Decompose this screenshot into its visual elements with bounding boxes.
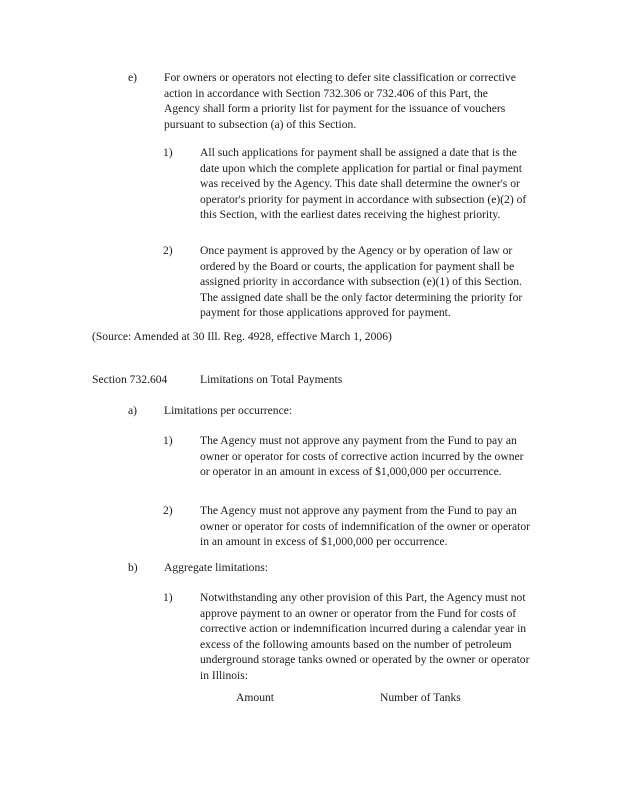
- section-number: Section 732.604: [92, 373, 168, 386]
- section-e-marker: e): [128, 71, 138, 84]
- subsection-a-item-1-text: The Agency must not approve any payment from the Fund to pay an owner or operator for costs of corrective action incurred by the owner or operator in an amount in excess of $1,000,000 per occurrence.: [200, 434, 524, 479]
- subsection-a-marker: a): [128, 404, 138, 417]
- section-e-text: For owners or operators not electing to defer site classification or corrective action in accordance with Section 732.306 or 732.406 of this Part, the Agency shall form a priority list for payment for the issuance of vouchers pursuant to subsection (a) of this Section.: [164, 71, 516, 131]
- section-e-item-1-marker: 1): [163, 146, 173, 159]
- subsection-b-item-1-text: Notwithstanding any other provision of this Part, the Agency must not approve payment to an owner or operator from the Fund for costs of corrective action or indemnification incurred during a calendar year in excess of the following amounts based on the number of petroleum underground storage tanks owned or operated by the owner or operator in Illinois:: [200, 591, 530, 682]
- tanks-column-header: Number of Tanks: [380, 691, 461, 704]
- subsection-a-item-1-marker: 1): [163, 434, 173, 447]
- section-e-item-2-marker: 2): [163, 244, 173, 257]
- section-e-item-2-text: Once payment is approved by the Agency or by operation of law or ordered by the Board or courts, the application for payment shall be assigned priority in accordance with subsection (e)(1) of this Section. The assigned date shall be the only factor determining the priority for payment for those applications approved for payment.: [200, 244, 523, 320]
- source-note: (Source: Amended at 30 Ill. Reg. 4928, effective March 1, 2006): [92, 330, 392, 343]
- subsection-a-item-2-marker: 2): [163, 504, 173, 517]
- subsection-b-item-1-marker: 1): [163, 591, 173, 604]
- subsection-a-item-2-text: The Agency must not approve any payment from the Fund to pay an owner or operator for costs of indemnification of the owner or operator in an amount in excess of $1,000,000 per occurrence.: [200, 504, 530, 549]
- subsection-b-heading: Aggregate limitations:: [164, 561, 268, 574]
- section-e-item-1-text: All such applications for payment shall be assigned a date that is the date upon which the complete application for partial or final payment was received by the Agency. This date shall determine the owner's or operator's priority for payment in accordance with subsection (e)(2) of this Section, with the earliest dates receiving the highest priority.: [200, 146, 527, 222]
- amount-column-header: Amount: [236, 691, 275, 704]
- subsection-a-heading: Limitations per occurrence:: [164, 404, 293, 417]
- section-title: Limitations on Total Payments: [200, 373, 343, 386]
- subsection-b-marker: b): [128, 561, 138, 574]
